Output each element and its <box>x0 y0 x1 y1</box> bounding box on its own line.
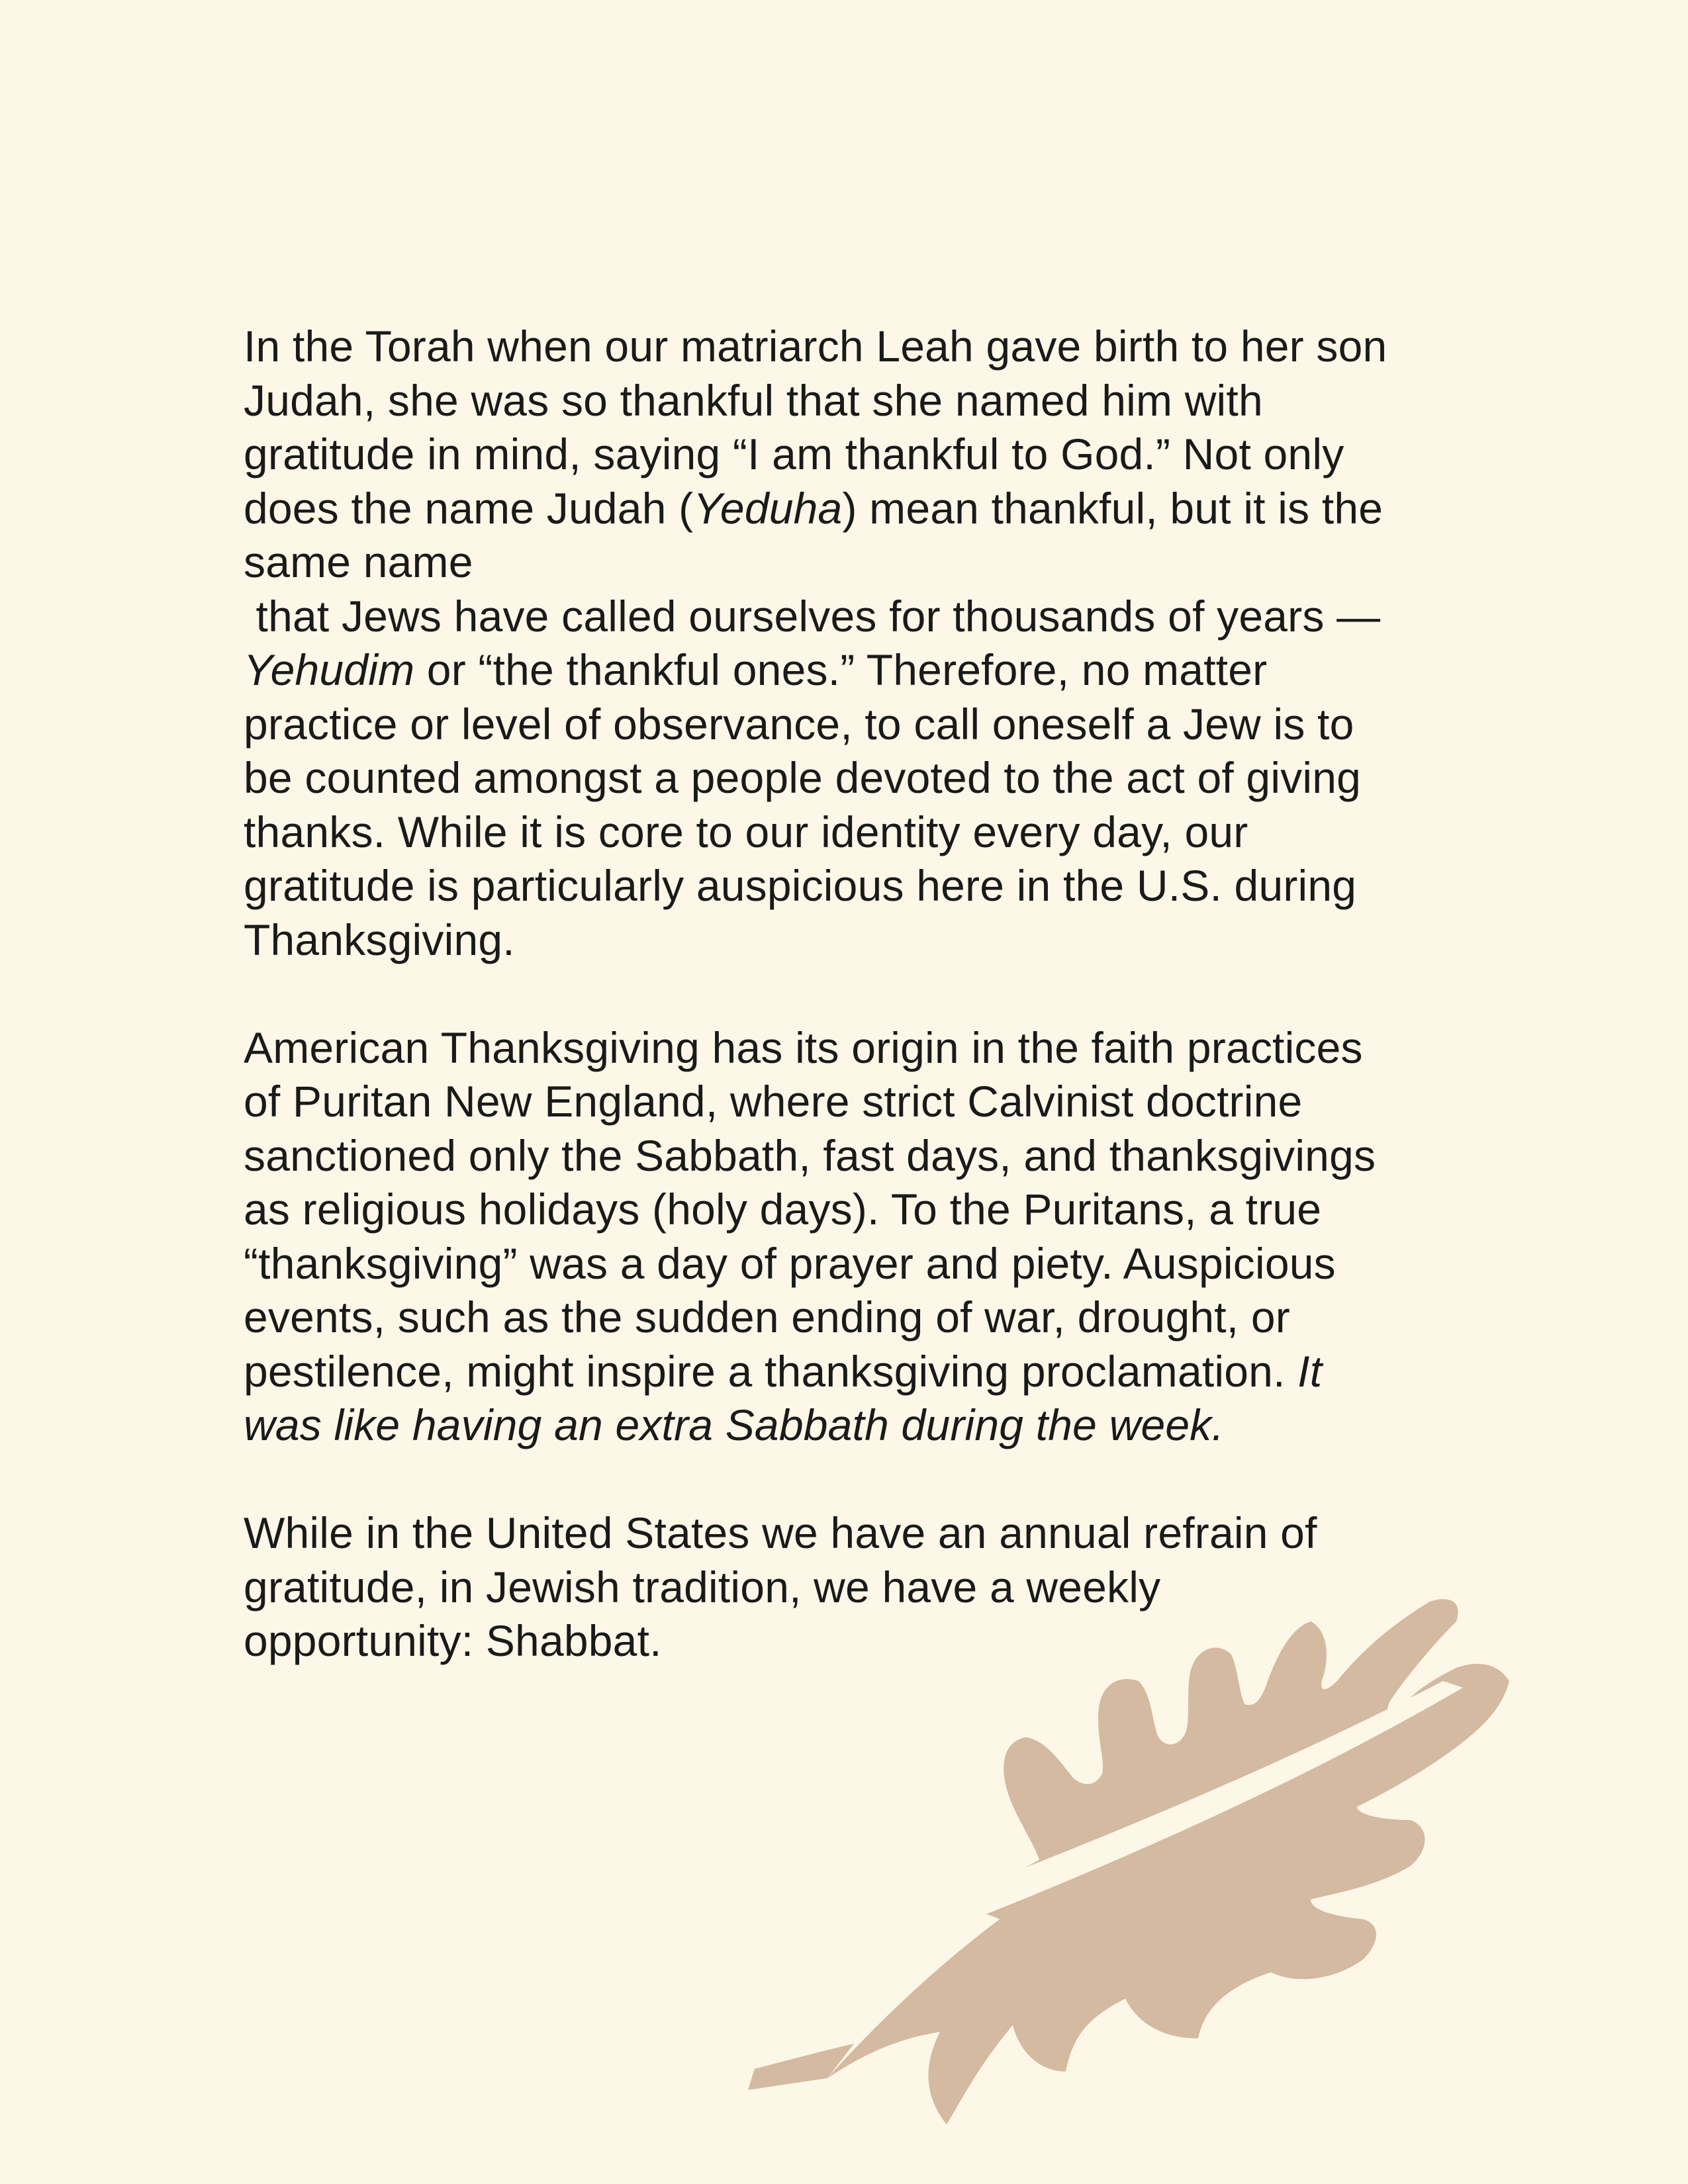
paragraph-1 <box>244 320 1462 967</box>
text-run: as religious holidays (holy days). To the Puritans, a true <box>244 1185 1322 1234</box>
text-run: be counted amongst a people devoted to the act of giving <box>244 753 1362 802</box>
text-run: pestilence, might inspire a thanksgiving proclamation. <box>244 1346 1298 1396</box>
text-line <box>244 1021 1462 1075</box>
oak-leaf-icon <box>728 1549 1622 2144</box>
text-line <box>244 751 1462 805</box>
text-line <box>244 1345 1462 1399</box>
text-line <box>244 482 1462 536</box>
text-run: American Thanksgiving has its origin in the faith practices <box>244 1023 1363 1072</box>
text-run: gratitude is particularly auspicious here in the U.S. during <box>244 861 1357 910</box>
text-line <box>244 913 1462 968</box>
italic-text: was like having an extra Sabbath during the week. <box>244 1400 1225 1449</box>
text-line <box>244 1129 1462 1183</box>
text-run: events, such as the sudden ending of war, drought, or <box>244 1293 1290 1342</box>
text-line <box>244 374 1462 428</box>
text-line <box>244 805 1462 860</box>
text-run: gratitude in mind, saying “I am thankful to God.” Not only <box>244 430 1344 478</box>
text-run: In the Torah when our matriarch Leah gave birth to her son <box>244 322 1387 371</box>
italic-text: Yehudim <box>244 645 415 694</box>
text-run: gratitude, in Jewish tradition, we have a weekly <box>244 1562 1161 1612</box>
text-run: Judah, she was so thankful that she named him with <box>244 375 1263 425</box>
text-run: of Puritan New England, where strict Calvinist doctrine <box>244 1077 1303 1126</box>
text-run: same name <box>244 537 473 586</box>
paragraph-2 <box>244 1021 1462 1453</box>
text-line <box>244 859 1462 913</box>
text-run: does the name Judah ( <box>244 483 694 533</box>
text-run: opportunity: Shabbat. <box>244 1616 662 1665</box>
text-line <box>244 428 1462 482</box>
text-line <box>244 535 1462 590</box>
text-run: or “the thankful ones.” Therefore, no matter <box>414 645 1268 694</box>
text-run: “thanksgiving” was a day of prayer and piety. Auspicious <box>244 1238 1336 1288</box>
text-run: While in the United States we have an annual refrain of <box>244 1508 1317 1557</box>
text-run: thanks. While it is core to our identity every day, our <box>244 807 1248 856</box>
text-run: Thanksgiving. <box>244 915 515 964</box>
text-line <box>244 320 1462 374</box>
text-line <box>244 1183 1462 1237</box>
text-run: ) mean thankful, but it is the <box>842 483 1383 533</box>
text-line <box>244 1291 1462 1345</box>
text-line <box>244 1075 1462 1129</box>
text-run: practice or level of observance, to call oneself a Jew is to <box>244 699 1354 749</box>
text-run: sanctioned only the Sabbath, fast days, and thanksgivings <box>244 1130 1376 1180</box>
text-line <box>244 590 1462 644</box>
italic-text: It <box>1297 1346 1323 1396</box>
body-text <box>244 320 1462 1722</box>
text-line <box>244 1237 1462 1291</box>
italic-text: Yeduha <box>693 483 843 533</box>
text-line <box>244 643 1462 698</box>
text-line <box>244 1398 1462 1453</box>
text-line <box>244 698 1462 752</box>
text-run: that Jews have called ourselves for thousands of years — <box>244 591 1381 641</box>
